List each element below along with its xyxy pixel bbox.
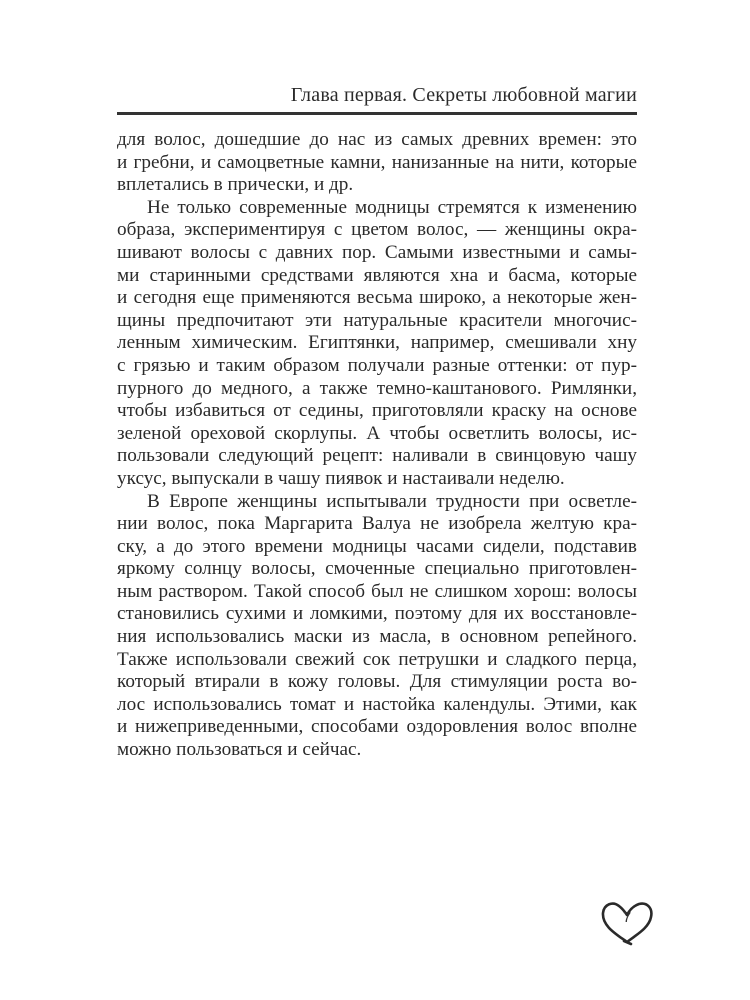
text-line: яркому солнцу волосы, смоченные специально приготовлен-	[117, 558, 637, 580]
text-line: для волос, дошедшие до нас из самых древних времен: это	[117, 129, 637, 150]
text-line: Не только современные модницы стремятся к изменению	[147, 196, 637, 218]
text-line: шивают волосы с давних пор. Самыми известными и самы-	[117, 241, 637, 263]
text-line: с грязью и таким образом получали разные оттенки: от пур-	[117, 354, 637, 376]
text-line: пурного до медного, а также темно-каштанового. Римлянки,	[117, 377, 637, 399]
text-line: и нижеприведенными, способами оздоровления волос вполне	[117, 716, 637, 738]
text-line: ным раствором. Такой способ был не слишком хорош: волосы	[117, 580, 637, 602]
text-line: ния использовались маски из масла, в основном репейного.	[117, 626, 637, 648]
text-line: Также использовали свежий сок петрушки и сладкого перца,	[117, 648, 637, 670]
body-text	[117, 129, 637, 762]
text-line: можно пользоваться и сейчас.	[117, 739, 362, 761]
page-number: 7	[622, 909, 632, 926]
text-line: уксус, выпускали в чашу пиявок и настаивали неделю.	[117, 467, 565, 489]
header-divider	[117, 112, 637, 115]
text-line: чтобы избавиться от седины, приготовляли краску на основе	[117, 400, 637, 422]
text-line: становились сухими и ломкими, поэтому для их восстановле-	[117, 603, 637, 625]
text-line: и гребни, и самоцветные камни, нанизанные на нити, которые	[117, 151, 637, 173]
text-line: вплетались в прически, и др.	[117, 174, 354, 196]
text-line: нии волос, пока Маргарита Валуа не изобрела желтую кра-	[117, 513, 637, 535]
text-line: В Европе женщины испытывали трудности при осветле-	[147, 490, 637, 512]
text-line: лос использовались томат и настойка календулы. Этими, как	[117, 693, 637, 715]
text-line: и сегодня еще применяются весьма широко, а некоторые жен-	[117, 287, 637, 309]
text-line: который втирали в кожу головы. Для стимуляции роста во-	[117, 671, 637, 693]
text-line: образа, экспериментируя с цветом волос, — женщины окра-	[117, 219, 637, 241]
text-line: ленным химическим. Египтянки, например, смешивали хну	[117, 332, 637, 354]
text-line: ми старинными средствами являются хна и басма, которые	[117, 264, 637, 286]
text-line: ску, а до этого времени модницы часами сидели, подставив	[117, 535, 637, 557]
text-line: пользовали следующий рецепт: наливали в свинцовую чашу	[117, 445, 637, 467]
text-line: зеленой ореховой скорлупы. А чтобы осветлить волосы, ис-	[117, 422, 637, 444]
running-header: Глава первая. Секреты любовной магии	[290, 84, 637, 106]
text-line: щины предпочитают эти натуральные красители многочис-	[117, 309, 637, 331]
